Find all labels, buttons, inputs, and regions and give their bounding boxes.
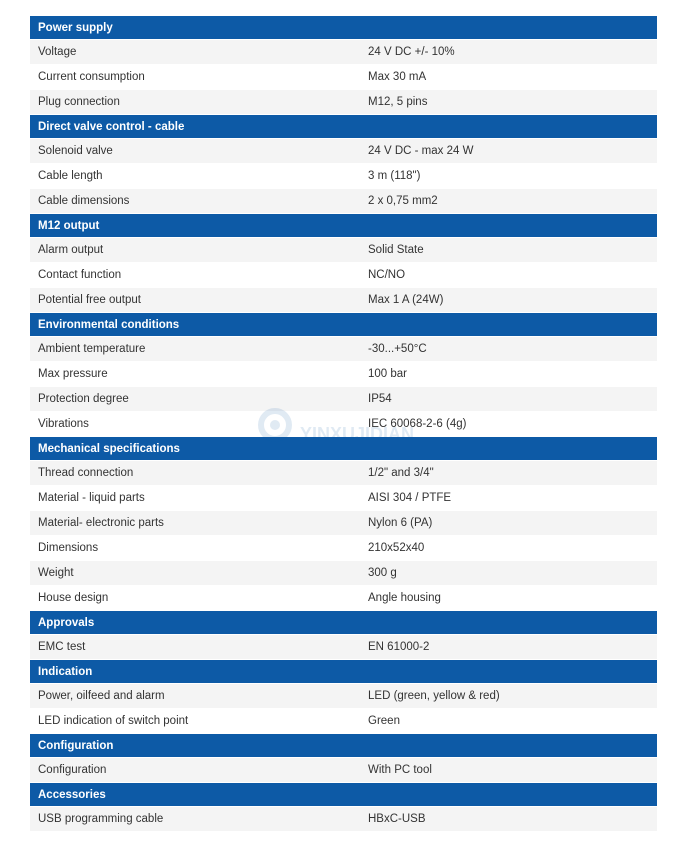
spec-value: AISI 304 / PTFE bbox=[368, 492, 452, 504]
spec-value: Nylon 6 (PA) bbox=[368, 517, 433, 529]
spec-label: Contact function bbox=[38, 269, 122, 281]
section-rows bbox=[30, 758, 657, 783]
spec-value: 3 m (118") bbox=[368, 170, 421, 182]
section-rows bbox=[30, 684, 657, 734]
spec-value: IP54 bbox=[368, 393, 392, 405]
spec-value: 2 x 0,75 mm2 bbox=[368, 195, 438, 207]
spec-label: Thread connection bbox=[38, 467, 134, 479]
spec-row bbox=[30, 561, 657, 586]
section-header: Mechanical specifications bbox=[30, 437, 657, 461]
spec-row bbox=[30, 189, 657, 214]
section-rows bbox=[30, 238, 657, 313]
section-header: Direct valve control - cable bbox=[30, 115, 657, 139]
spec-label: Vibrations bbox=[38, 418, 89, 430]
spec-value: IEC 60068-2-6 (4g) bbox=[368, 418, 467, 430]
spec-row bbox=[30, 807, 657, 832]
spec-row bbox=[30, 288, 657, 313]
section-header: Approvals bbox=[30, 611, 657, 635]
spec-label: Ambient temperature bbox=[38, 343, 146, 355]
spec-row bbox=[30, 337, 657, 362]
spec-row bbox=[30, 486, 657, 511]
spec-row bbox=[30, 709, 657, 734]
spec-row bbox=[30, 139, 657, 164]
spec-label: Current consumption bbox=[38, 71, 145, 83]
spec-value: 100 bar bbox=[368, 368, 408, 380]
spec-label: Solenoid valve bbox=[38, 145, 113, 157]
spec-value: 1/2" and 3/4" bbox=[368, 467, 434, 479]
spec-label: Dimensions bbox=[38, 542, 99, 554]
section-header: Indication bbox=[30, 660, 657, 684]
spec-value: Green bbox=[368, 715, 400, 727]
spec-label: Cable dimensions bbox=[38, 195, 130, 207]
spec-label: EMC test bbox=[38, 641, 86, 653]
section-rows bbox=[30, 337, 657, 437]
spec-label: Voltage bbox=[38, 46, 77, 58]
spec-value: Max 30 mA bbox=[368, 71, 427, 83]
spec-row bbox=[30, 635, 657, 660]
spec-label: Material- electronic parts bbox=[38, 517, 164, 529]
spec-label: Weight bbox=[38, 567, 74, 579]
spec-row bbox=[30, 238, 657, 263]
section-rows bbox=[30, 807, 657, 832]
spec-row bbox=[30, 90, 657, 115]
section-rows bbox=[30, 461, 657, 611]
section-header: Environmental conditions bbox=[30, 313, 657, 337]
spec-value: EN 61000-2 bbox=[368, 641, 430, 653]
spec-value: 300 g bbox=[368, 567, 397, 579]
spec-row bbox=[30, 412, 657, 437]
spec-row bbox=[30, 362, 657, 387]
section-rows bbox=[30, 635, 657, 660]
spec-label: Alarm output bbox=[38, 244, 104, 256]
spec-value: 24 V DC - max 24 W bbox=[368, 145, 474, 157]
spec-table bbox=[30, 16, 657, 832]
spec-label: Plug connection bbox=[38, 96, 120, 108]
spec-label: Cable length bbox=[38, 170, 103, 182]
spec-value: Angle housing bbox=[368, 592, 441, 604]
spec-label: Potential free output bbox=[38, 294, 141, 306]
spec-row bbox=[30, 758, 657, 783]
spec-label: Material - liquid parts bbox=[38, 492, 145, 504]
spec-row bbox=[30, 586, 657, 611]
spec-label: Power, oilfeed and alarm bbox=[38, 690, 165, 702]
spec-row bbox=[30, 387, 657, 412]
spec-row bbox=[30, 511, 657, 536]
section-header: Configuration bbox=[30, 734, 657, 758]
spec-row bbox=[30, 461, 657, 486]
spec-label: Max pressure bbox=[38, 368, 108, 380]
spec-value: 210x52x40 bbox=[368, 542, 425, 554]
spec-value: HBxC-USB bbox=[368, 813, 426, 825]
spec-row bbox=[30, 684, 657, 709]
spec-value: -30...+50°C bbox=[368, 343, 427, 355]
spec-label: USB programming cable bbox=[38, 813, 164, 825]
spec-label: Configuration bbox=[38, 764, 107, 776]
spec-value: M12, 5 pins bbox=[368, 96, 428, 108]
spec-row bbox=[30, 536, 657, 561]
section-header: M12 output bbox=[30, 214, 657, 238]
spec-value: NC/NO bbox=[368, 269, 406, 281]
spec-value: Solid State bbox=[368, 244, 424, 256]
spec-row bbox=[30, 263, 657, 288]
section-header: Power supply bbox=[30, 16, 657, 40]
spec-row bbox=[30, 65, 657, 90]
section-rows bbox=[30, 40, 657, 115]
spec-value: LED (green, yellow & red) bbox=[368, 690, 500, 702]
section-rows bbox=[30, 139, 657, 214]
spec-value: 24 V DC +/- 10% bbox=[368, 46, 455, 58]
spec-value: Max 1 A (24W) bbox=[368, 294, 444, 306]
spec-value: With PC tool bbox=[368, 764, 432, 776]
section-header: Accessories bbox=[30, 783, 657, 807]
spec-label: LED indication of switch point bbox=[38, 715, 189, 727]
spec-label: House design bbox=[38, 592, 109, 604]
spec-row bbox=[30, 40, 657, 65]
spec-label: Protection degree bbox=[38, 393, 129, 405]
spec-row bbox=[30, 164, 657, 189]
